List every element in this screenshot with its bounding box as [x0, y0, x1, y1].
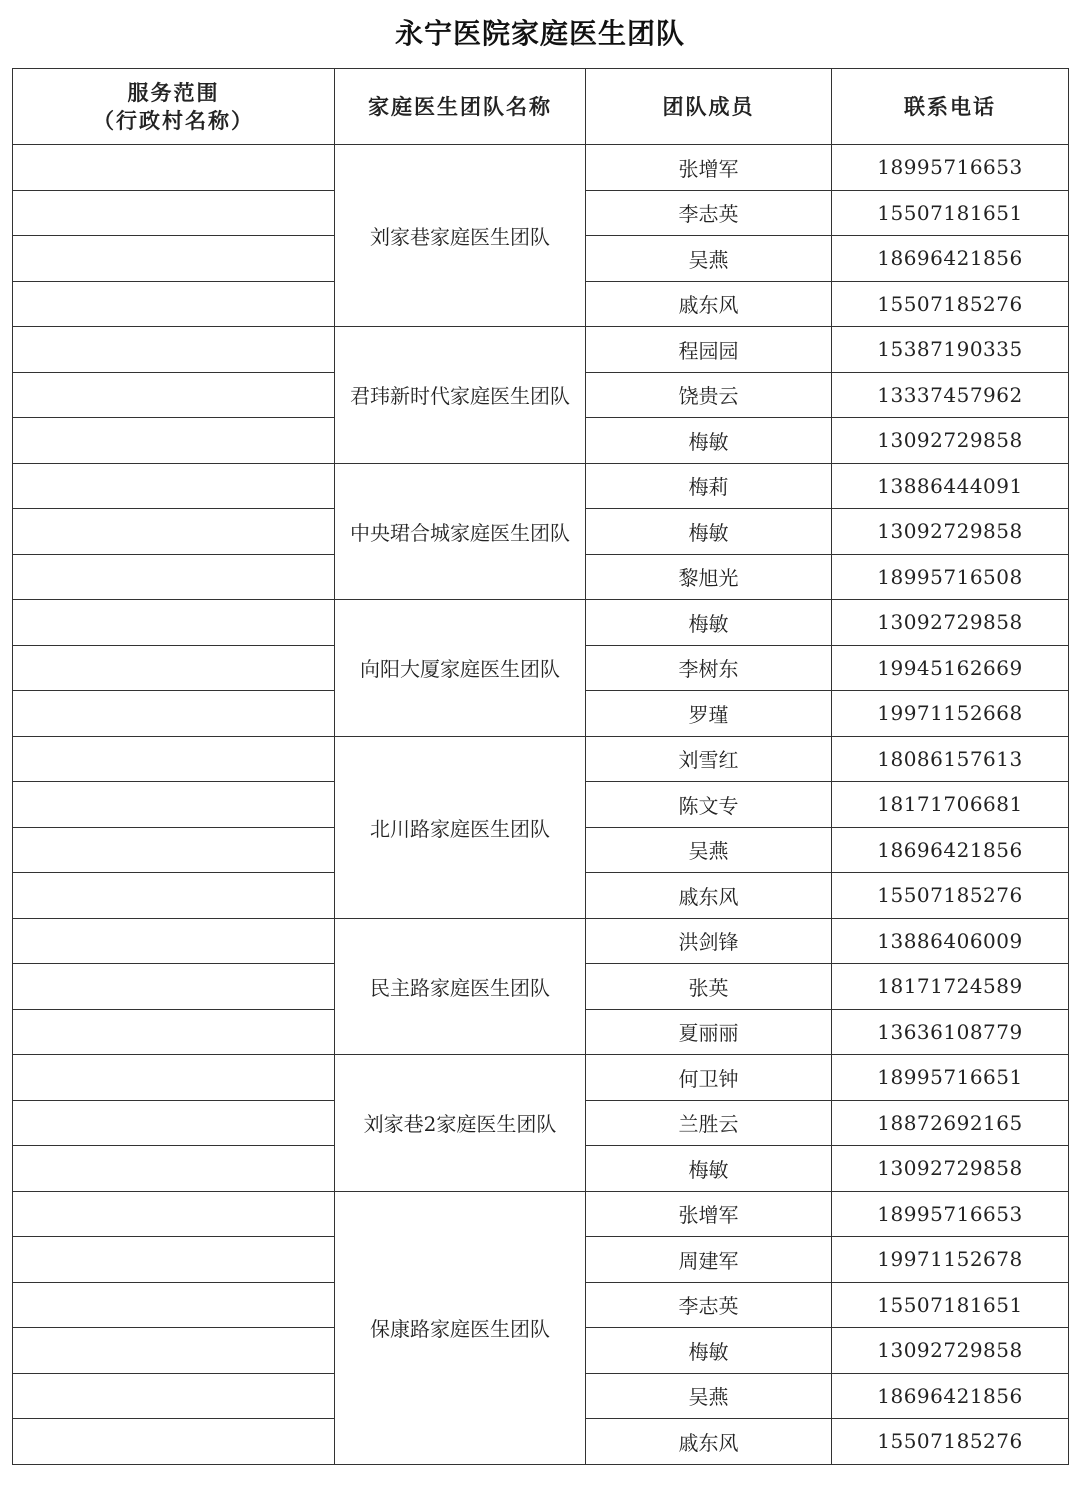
- table-row: [13, 1191, 1069, 1237]
- service-scope-cell: [13, 873, 335, 919]
- member-phone-cell: 18171724589: [832, 964, 1069, 1010]
- member-name-cell: 吴燕: [586, 1373, 832, 1419]
- member-phone-cell: 15507185276: [832, 1419, 1069, 1465]
- table-row: [13, 1055, 1069, 1101]
- member-phone-cell: 15387190335: [832, 327, 1069, 373]
- team-name-cell: 刘家巷2家庭医生团队: [335, 1055, 586, 1192]
- table-row: [13, 463, 1069, 509]
- team-table: [12, 68, 1069, 1465]
- service-scope-cell: [13, 964, 335, 1010]
- member-name-cell: 洪剑锋: [586, 918, 832, 964]
- member-name-cell: 何卫钟: [586, 1055, 832, 1101]
- member-name-cell: 程园园: [586, 327, 832, 373]
- team-name-cell: 中央珺合城家庭医生团队: [335, 463, 586, 600]
- member-phone-cell: 13092729858: [832, 600, 1069, 646]
- member-name-cell: 罗瑾: [586, 691, 832, 737]
- service-scope-cell: [13, 190, 335, 236]
- header-service-scope-line2: （行政村名称）: [93, 107, 254, 133]
- service-scope-cell: [13, 918, 335, 964]
- member-phone-cell: 18696421856: [832, 1373, 1069, 1419]
- team-name-cell: 君玮新时代家庭医生团队: [335, 327, 586, 464]
- member-name-cell: 梅莉: [586, 463, 832, 509]
- team-name-cell: 民主路家庭医生团队: [335, 918, 586, 1055]
- service-scope-cell: [13, 463, 335, 509]
- service-scope-cell: [13, 1191, 335, 1237]
- header-service-scope-line1: 服务范围: [127, 79, 220, 105]
- member-phone-cell: 18171706681: [832, 782, 1069, 828]
- member-phone-cell: 15507181651: [832, 190, 1069, 236]
- member-phone-cell: 18086157613: [832, 736, 1069, 782]
- member-phone-cell: 18995716653: [832, 145, 1069, 191]
- header-team-name: 家庭医生团队名称: [335, 69, 586, 145]
- service-scope-cell: [13, 1237, 335, 1283]
- table-row: [13, 918, 1069, 964]
- member-phone-cell: 15507185276: [832, 873, 1069, 919]
- member-name-cell: 张增军: [586, 145, 832, 191]
- member-phone-cell: 13092729858: [832, 1146, 1069, 1192]
- member-phone-cell: 13636108779: [832, 1009, 1069, 1055]
- service-scope-cell: [13, 418, 335, 464]
- member-name-cell: 戚东风: [586, 281, 832, 327]
- member-name-cell: 夏丽丽: [586, 1009, 832, 1055]
- service-scope-cell: [13, 509, 335, 555]
- member-name-cell: 梅敏: [586, 1146, 832, 1192]
- service-scope-cell: [13, 281, 335, 327]
- table-row: [13, 736, 1069, 782]
- header-phone: 联系电话: [832, 69, 1069, 145]
- member-name-cell: 张增军: [586, 1191, 832, 1237]
- service-scope-cell: [13, 372, 335, 418]
- member-phone-cell: 13886406009: [832, 918, 1069, 964]
- table-header-row: [13, 69, 1069, 145]
- service-scope-cell: [13, 782, 335, 828]
- member-phone-cell: 18995716653: [832, 1191, 1069, 1237]
- member-phone-cell: 13337457962: [832, 372, 1069, 418]
- member-name-cell: 戚东风: [586, 1419, 832, 1465]
- member-name-cell: 兰胜云: [586, 1100, 832, 1146]
- member-name-cell: 饶贵云: [586, 372, 832, 418]
- member-name-cell: 梅敏: [586, 600, 832, 646]
- member-phone-cell: 13092729858: [832, 418, 1069, 464]
- member-name-cell: 李志英: [586, 1282, 832, 1328]
- member-phone-cell: 13092729858: [832, 1328, 1069, 1374]
- member-name-cell: 吴燕: [586, 827, 832, 873]
- member-name-cell: 周建军: [586, 1237, 832, 1283]
- member-phone-cell: 18696421856: [832, 236, 1069, 282]
- member-name-cell: 梅敏: [586, 1328, 832, 1374]
- team-name-cell: 北川路家庭医生团队: [335, 736, 586, 918]
- service-scope-cell: [13, 1009, 335, 1055]
- service-scope-cell: [13, 327, 335, 373]
- header-team-members: 团队成员: [586, 69, 832, 145]
- service-scope-cell: [13, 236, 335, 282]
- member-name-cell: 李树东: [586, 645, 832, 691]
- service-scope-cell: [13, 600, 335, 646]
- member-phone-cell: 13092729858: [832, 509, 1069, 555]
- table-body: [13, 145, 1069, 1465]
- service-scope-cell: [13, 736, 335, 782]
- service-scope-cell: [13, 145, 335, 191]
- member-phone-cell: 19971152678: [832, 1237, 1069, 1283]
- member-phone-cell: 13886444091: [832, 463, 1069, 509]
- table-row: [13, 145, 1069, 191]
- service-scope-cell: [13, 1055, 335, 1101]
- service-scope-cell: [13, 554, 335, 600]
- service-scope-cell: [13, 827, 335, 873]
- member-name-cell: 刘雪红: [586, 736, 832, 782]
- member-name-cell: 黎旭光: [586, 554, 832, 600]
- service-scope-cell: [13, 1100, 335, 1146]
- member-name-cell: 戚东风: [586, 873, 832, 919]
- team-name-cell: 保康路家庭医生团队: [335, 1191, 586, 1464]
- member-name-cell: 李志英: [586, 190, 832, 236]
- member-phone-cell: 18696421856: [832, 827, 1069, 873]
- service-scope-cell: [13, 1373, 335, 1419]
- member-phone-cell: 19945162669: [832, 645, 1069, 691]
- member-phone-cell: 15507185276: [832, 281, 1069, 327]
- member-phone-cell: 18995716651: [832, 1055, 1069, 1101]
- service-scope-cell: [13, 691, 335, 737]
- table-row: [13, 600, 1069, 646]
- service-scope-cell: [13, 1328, 335, 1374]
- page-title: 永宁医院家庭医生团队: [394, 17, 685, 50]
- team-name-cell: 刘家巷家庭医生团队: [335, 145, 586, 327]
- member-phone-cell: 15507181651: [832, 1282, 1069, 1328]
- member-name-cell: 梅敏: [586, 418, 832, 464]
- member-name-cell: 陈文专: [586, 782, 832, 828]
- service-scope-cell: [13, 645, 335, 691]
- header-service-scope: [13, 69, 335, 145]
- service-scope-cell: [13, 1419, 335, 1465]
- team-name-cell: 向阳大厦家庭医生团队: [335, 600, 586, 737]
- member-phone-cell: 18995716508: [832, 554, 1069, 600]
- member-phone-cell: 19971152668: [832, 691, 1069, 737]
- member-name-cell: 梅敏: [586, 509, 832, 555]
- service-scope-cell: [13, 1146, 335, 1192]
- member-phone-cell: 18872692165: [832, 1100, 1069, 1146]
- member-name-cell: 张英: [586, 964, 832, 1010]
- service-scope-cell: [13, 1282, 335, 1328]
- table-row: [13, 327, 1069, 373]
- member-name-cell: 吴燕: [586, 236, 832, 282]
